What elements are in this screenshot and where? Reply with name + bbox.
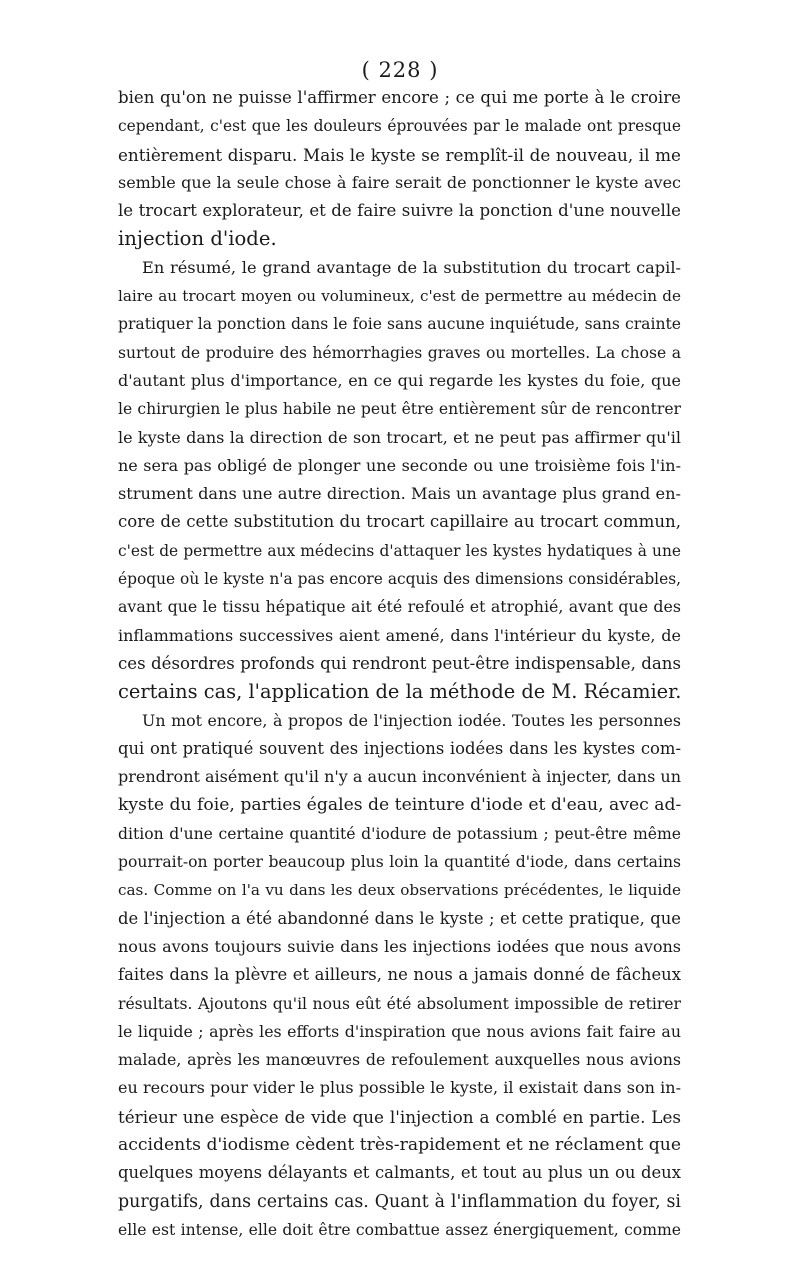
text-line: térieur une espèce de vide que l'injection a comblé en partie. Les xyxy=(118,1106,681,1127)
text-line: entièrement disparu. Mais le kyste se remplît-il de nouveau, il me xyxy=(118,144,681,165)
text-line: avant que le tissu hépatique ait été refoulé et atrophié, avant que des xyxy=(118,597,681,617)
text-line: bien qu'on ne puisse l'affirmer encore ; ce qui me porte à le croire xyxy=(118,88,681,107)
text-line: laire au trocart moyen ou volumineux, c'est de permettre au médecin de xyxy=(118,287,681,306)
text-line: de l'injection a été abandonné dans le kyste ; et cette pratique, que xyxy=(118,908,681,928)
text-line: le trocart explorateur, et de faire suivre la ponction d'une nouvelle xyxy=(118,201,681,221)
text-line: faites dans la plèvre et ailleurs, ne nous a jamais donné de fâcheux xyxy=(118,965,681,985)
text-line: malade, après les manœuvres de refoulement auxquelles nous avions xyxy=(118,1050,681,1070)
text-line: kyste du foie, parties égales de teinture d'iode et d'eau, avec ad- xyxy=(118,795,681,816)
text-line: quelques moyens délayants et calmants, et tout au plus un ou deux xyxy=(118,1163,681,1183)
text-line: purgatifs, dans certains cas. Quant à l'inflammation du foyer, si xyxy=(118,1191,681,1212)
text-line: le kyste dans la direction de son trocart, et ne peut pas affirmer qu'il xyxy=(118,427,681,447)
body-text xyxy=(118,84,681,1244)
text-line: core de cette substitution du trocart capillaire au trocart commun, xyxy=(118,512,681,532)
text-line: nous avons toujours suivie dans les injections iodées que nous avons xyxy=(118,936,681,956)
text-line: certains cas, l'application de la méthode de M. Récamier. xyxy=(118,680,681,704)
text-line: ne sera pas obligé de plonger une seconde ou une troisième fois l'in- xyxy=(118,455,681,475)
text-line: cependant, c'est que les douleurs éprouvées par le malade ont presque xyxy=(118,117,681,136)
text-line: eu recours pour vider le plus possible le kyste, il existait dans son in- xyxy=(118,1078,681,1098)
text-line: époque où le kyste n'a pas encore acquis des dimensions considérables, xyxy=(118,570,681,589)
text-line: accidents d'iodisme cèdent très-rapidement et ne réclament que xyxy=(118,1134,681,1155)
text-line: injection d'iode. xyxy=(118,227,277,251)
text-line: c'est de permettre aux médecins d'attaquer les kystes hydatiques à une xyxy=(118,541,681,560)
text-line: pourrait-on porter beaucoup plus loin la quantité d'iode, dans certains xyxy=(118,853,681,872)
text-line: semble que la seule chose à faire serait de ponctionner le kyste avec xyxy=(118,172,681,192)
text-line: inflammations successives aient amené, dans l'intérieur du kyste, de xyxy=(118,625,681,645)
text-line: dition d'une certaine quantité d'iodure de potassium ; peut-être même xyxy=(118,824,681,843)
text-line: Un mot encore, à propos de l'injection iodée. Toutes les personnes xyxy=(142,710,681,730)
text-line: surtout de produire des hémorrhagies graves ou mortelles. La chose a xyxy=(118,343,681,362)
text-line: résultats. Ajoutons qu'il nous eût été absolument impossible de retirer xyxy=(118,994,681,1013)
text-line: qui ont pratiqué souvent des injections iodées dans les kystes com- xyxy=(118,738,681,758)
text-line: le chirurgien le plus habile ne peut être entièrement sûr de rencontrer xyxy=(118,400,681,419)
text-line: ces désordres profonds qui rendront peut-être indispensable, dans xyxy=(118,653,681,673)
text-line: cas. Comme on l'a vu dans les deux observations précédentes, le liquide xyxy=(118,881,681,900)
text-line: pratiquer la ponction dans le foie sans aucune inquiétude, sans crainte xyxy=(118,315,681,334)
text-line: strument dans une autre direction. Mais un avantage plus grand en- xyxy=(118,484,681,504)
text-line: elle est intense, elle doit être combattue assez énergiquement, comme xyxy=(118,1220,681,1239)
text-line: En résumé, le grand avantage de la substitution du trocart capil- xyxy=(142,257,681,277)
text-line: d'autant plus d'importance, en ce qui regarde les kystes du foie, que xyxy=(118,370,681,390)
text-line: le liquide ; après les efforts d'inspiration que nous avions fait faire au xyxy=(118,1021,681,1041)
text-line: prendront aisément qu'il n'y a aucun inconvénient à injecter, dans un xyxy=(118,767,681,787)
page-number: ( 228 ) xyxy=(361,58,439,82)
